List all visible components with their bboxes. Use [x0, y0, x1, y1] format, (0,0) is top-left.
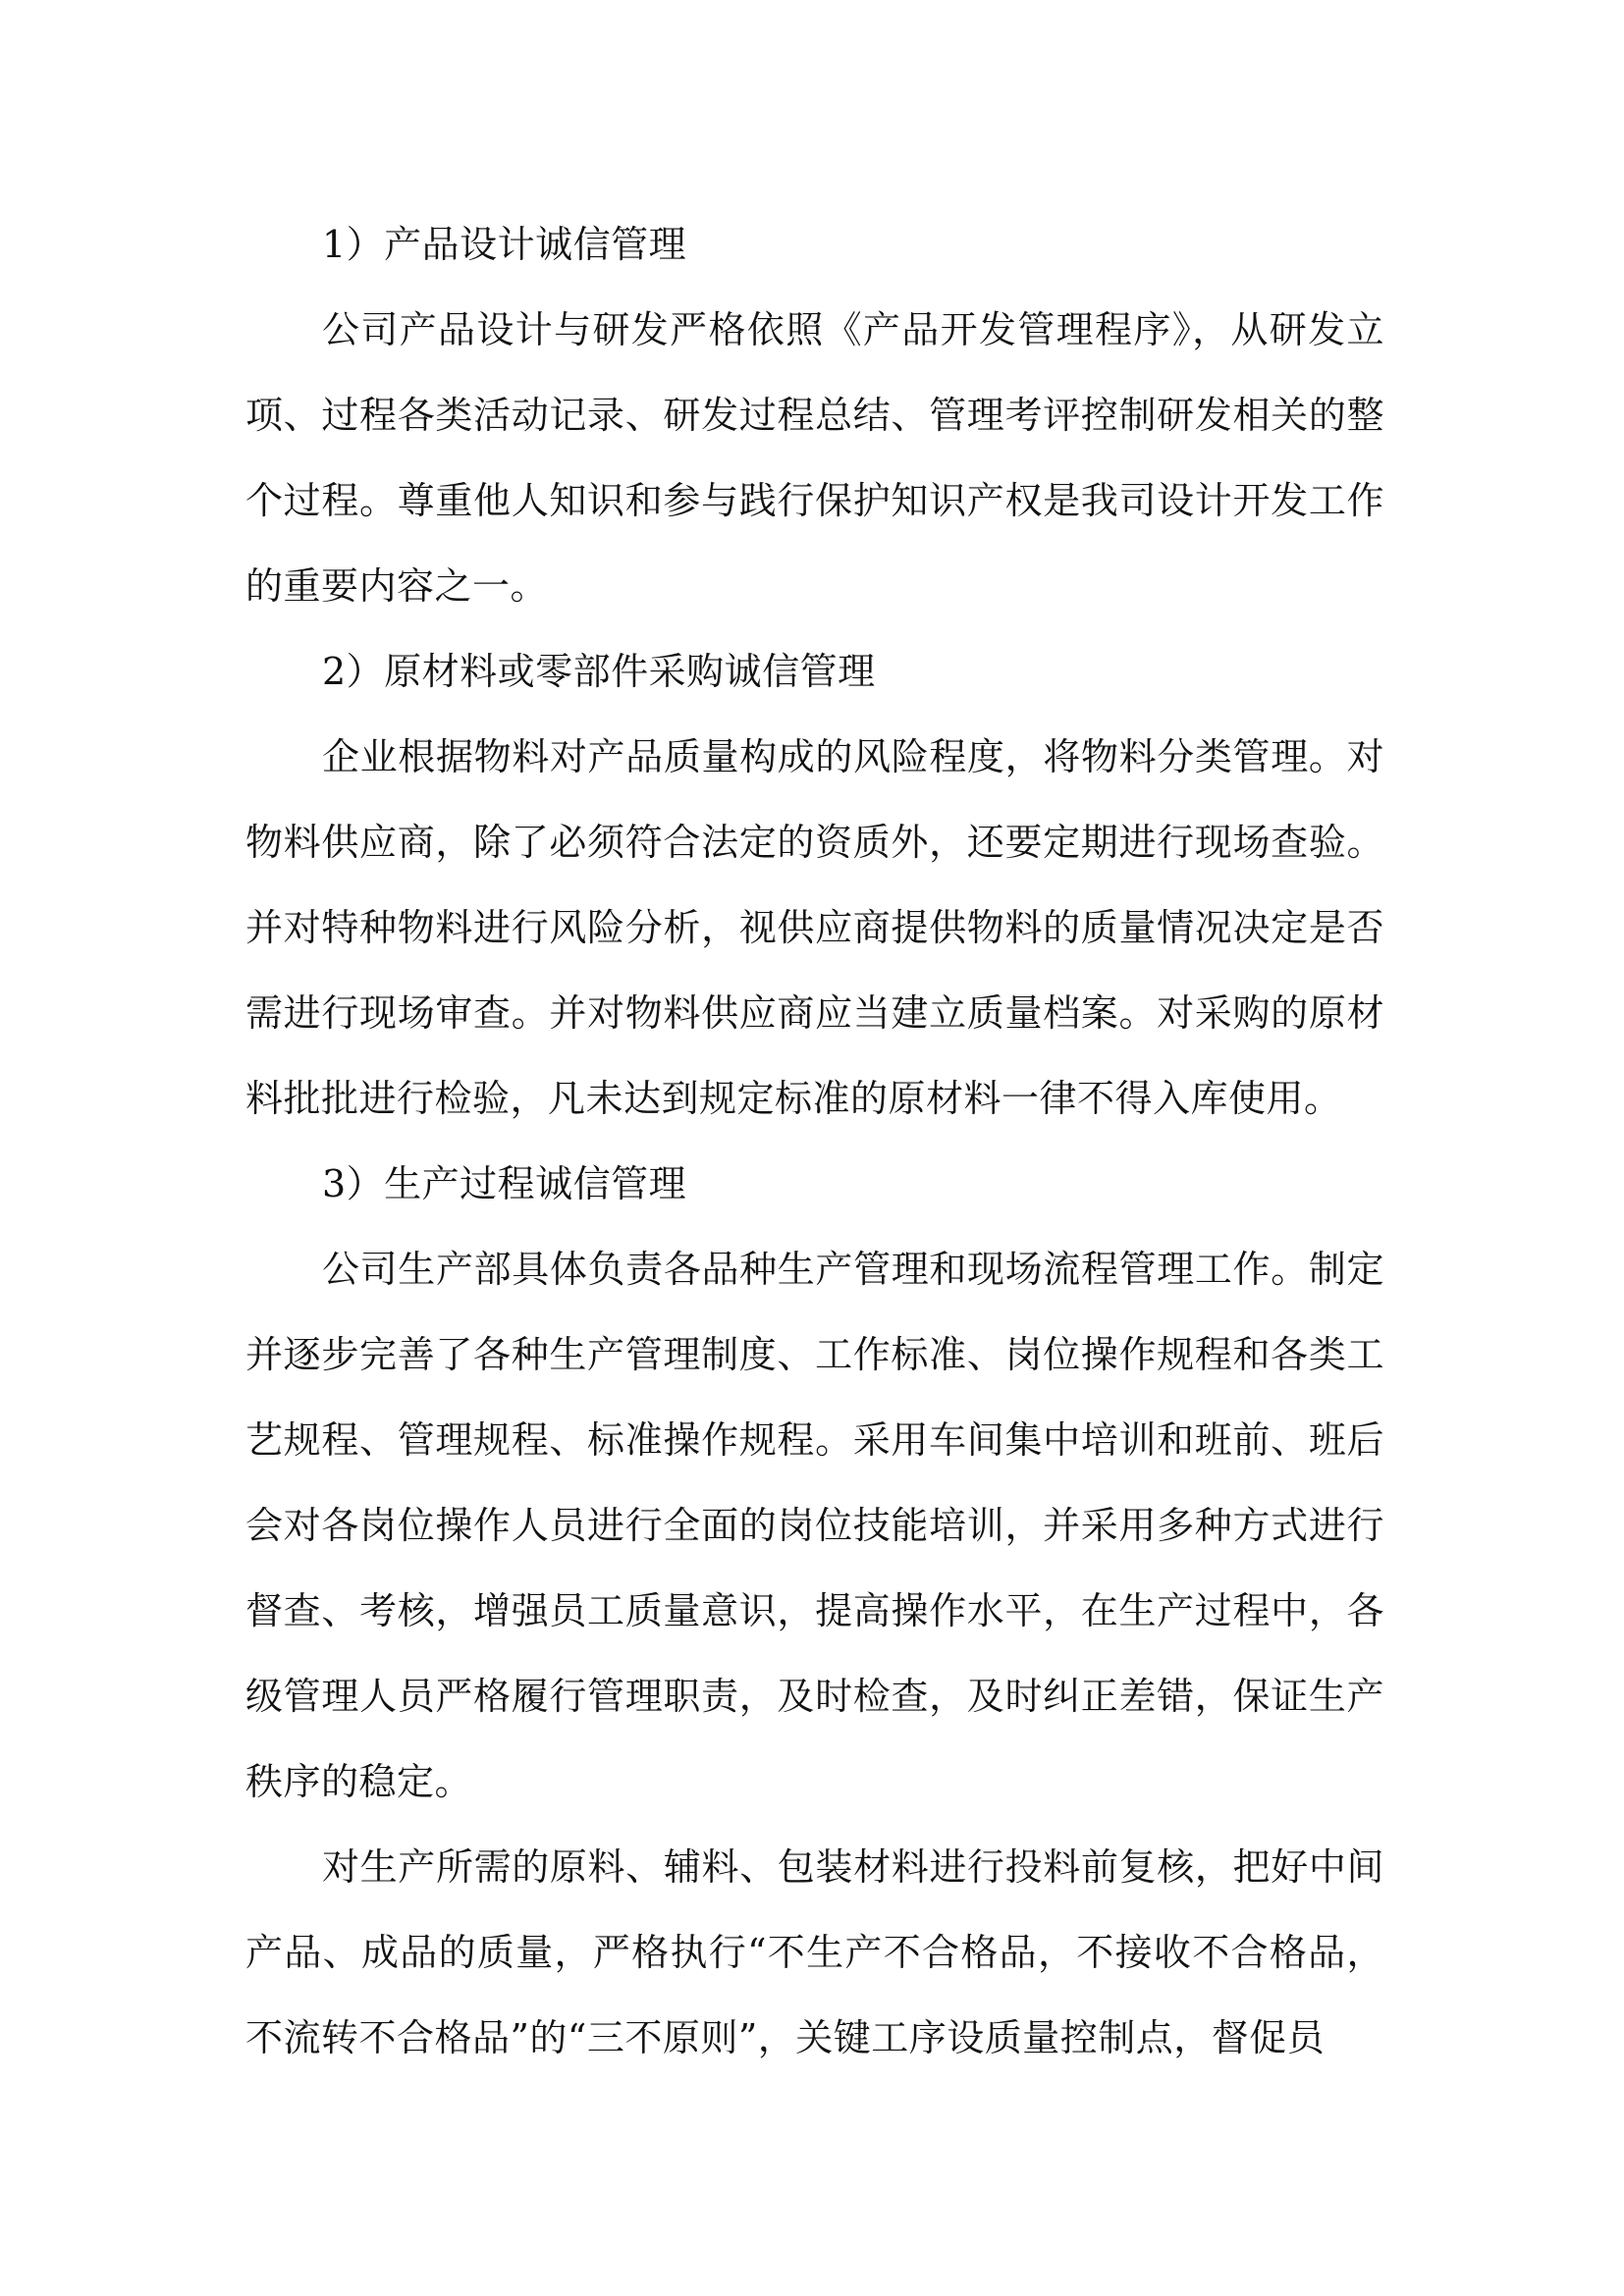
paragraph-procurement: 企业根据物料对产品质量构成的风险程度，将物料分类管理。对物料供应商，除了必须符合法定的资质外，还要定期进行现场查验。并对特种物料进行风险分析，视供应商提供物料的质量情况决定是否需进行现场审查。并对物料供应商应当建立质量档案。对采购的原材料批批进行检验，凡未达到规定标准的原材料一律不得入库使用。: [245, 735, 1384, 1120]
paragraph-product-design: 公司产品设计与研发严格依照《产品开发管理程序》，从研发立项、过程各类活动记录、研发过程总结、管理考评控制研发相关的整个过程。尊重他人知识和参与践行保护知识产权是我司设计开发工作的重要内容之一。: [245, 308, 1384, 608]
section-heading-1: 1）产品设计诚信管理: [322, 223, 687, 266]
section-heading-3: 3）生产过程诚信管理: [322, 1162, 687, 1205]
paragraph-material-review: 对生产所需的原料、辅料、包装材料进行投料前复核，把好中间产品、成品的质量，严格执行“不生产不合格品，不接收不合格品，不流转不合格品”的“三不原则”，关键工序设质量控制点，督促员: [245, 1845, 1384, 2059]
paragraph-production: 公司生产部具体负责各品种生产管理和现场流程管理工作。制定并逐步完善了各种生产管理制度、工作标准、岗位操作规程和各类工艺规程、管理规程、标准操作规程。采用车间集中培训和班前、班后会对各岗位操作人员进行全面的岗位技能培训，并采用多种方式进行督查、考核，增强员工质量意识，提高操作水平，在生产过程中，各级管理人员严格履行管理职责，及时检查，及时纠正差错，保证生产秩序的稳定。: [245, 1248, 1384, 1803]
section-heading-2: 2）原材料或零部件采购诚信管理: [322, 650, 876, 693]
document-body: [245, 202, 1384, 2081]
